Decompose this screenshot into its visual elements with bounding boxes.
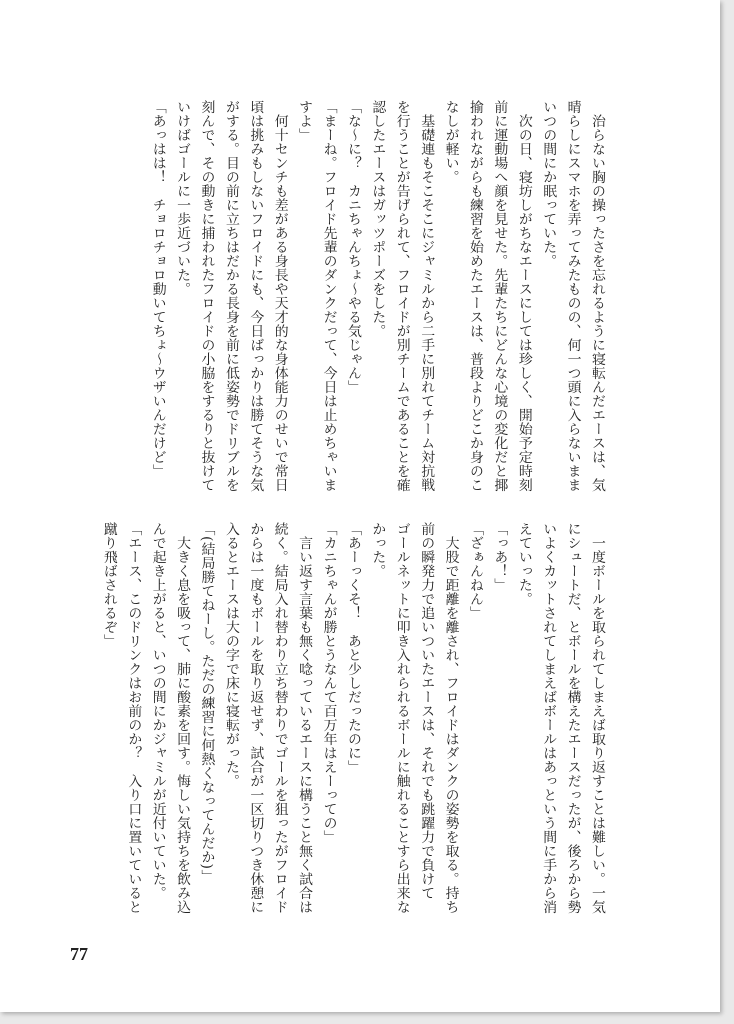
- text-line: 「ざぁんねん」: [466, 522, 483, 620]
- text-line: 大股で距離を離され、フロイドはダンクの姿勢を取る。持ち: [442, 522, 459, 914]
- text-line: 「な～に？ カニちゃんちょ～やる気じゃん」: [344, 100, 361, 394]
- text-line: 何十センチも差がある身長や天才的な身体能力のせいで常日: [271, 100, 288, 492]
- text-line: 大きく息を吸って、肺に酸素を回す。悔しい気持ちを飲み込: [174, 522, 191, 914]
- text-block-top: [145, 100, 609, 495]
- text-line: 「あーっくそ！ あと少しだったのに」: [344, 522, 361, 774]
- text-line: 前の瞬発力で追いついたエースは、それでも跳躍力で負けて: [418, 522, 435, 900]
- text-line: すよ」: [296, 100, 313, 142]
- text-line: 蹴り飛ばされるぞ」: [100, 522, 117, 648]
- text-line: 頃は挑みもしないフロイドにも、今日ばっかりは勝てそうな気: [247, 100, 264, 492]
- text-line: 「っあ！」: [491, 522, 508, 592]
- text-line: 続く。結局入れ替わり立ち替わりでゴールを狙ったがフロイド: [271, 522, 288, 914]
- text-line: 揄われながらも練習を始めたエースは、普段よりどこか身のこ: [466, 100, 483, 492]
- text-line: なしが軽い。: [442, 100, 459, 184]
- text-line: えていった。: [515, 522, 532, 606]
- text-line: にシュートだ、とボールを構えたエースだったが、後ろから勢: [564, 522, 581, 914]
- text-line: 前に運動場へ顔を見せた。先輩たちにどんな心境の変化だと揶: [491, 100, 508, 492]
- text-line: 刻んで、その動きに捕われたフロイドの小脇をするりと抜けて: [198, 100, 215, 492]
- text-line: 基礎連もそこそこにジャミルから二手に別れてチーム対抗戦: [418, 100, 435, 492]
- page-number: 77: [70, 944, 88, 964]
- text-line: ゴールネットに叩き入れられるボールに触れることすら出来な: [393, 522, 410, 914]
- text-block-bottom: [96, 522, 609, 917]
- text-line: がする。目の前に立ちはだかる長身を前に低姿勢でドリブルを: [222, 100, 239, 492]
- text-line: 一度ボールを取られてしまえば取り返すことは難しい。一気: [589, 522, 605, 914]
- text-line: 「まーね。フロイド先輩のダンクだって、今日は止めちゃいま: [320, 100, 337, 492]
- text-line: を行うことが告げられて、フロイドが別チームであることを確: [393, 100, 410, 492]
- text-line: 認したエースはガッツポーズをした。: [369, 100, 386, 338]
- text-line: 次の日、寝坊しがちなエースにしては珍しく、開始予定時刻: [515, 100, 532, 492]
- text-line: 晴らしにスマホを弄ってみたものの、何一つ頭に入らないまま: [564, 100, 581, 492]
- text-line: からは一度もボールを取り返せず、試合が一区切りつき休憩に: [247, 522, 264, 914]
- text-line: んで起き上がると、いつの間にかジャミルが近付いていた。: [149, 522, 166, 900]
- text-line: かった。: [369, 522, 386, 578]
- text-line: 「あっはは！ チョロチョロ動いてちょ～ウザいんだけど」: [149, 100, 166, 478]
- text-line: 「カニちゃんが勝とうなんて百万年はえーっての」: [320, 522, 337, 844]
- text-line: いよくカットされてしまえばボールはあっという間に手から消: [540, 522, 557, 914]
- text-line: 「エース、このドリンクはお前のか？ 入り口に置いていると: [125, 522, 142, 914]
- text-line: 「(結局勝てねーし。ただの練習に何熱くなってんだか)」: [198, 522, 215, 884]
- text-line: 治らない胸の操ったさを忘れるように寝転んだエースは、気: [589, 100, 605, 492]
- text-line: 入るとエースは大の字で床に寝転がった。: [222, 522, 239, 788]
- text-line: いつの間にか眠っていた。: [540, 100, 557, 268]
- text-line: いけばゴールに一歩近づいた。: [174, 100, 191, 296]
- text-line: 言い返す言葉も無く唸っているエースに構うこと無く試合は: [296, 522, 313, 914]
